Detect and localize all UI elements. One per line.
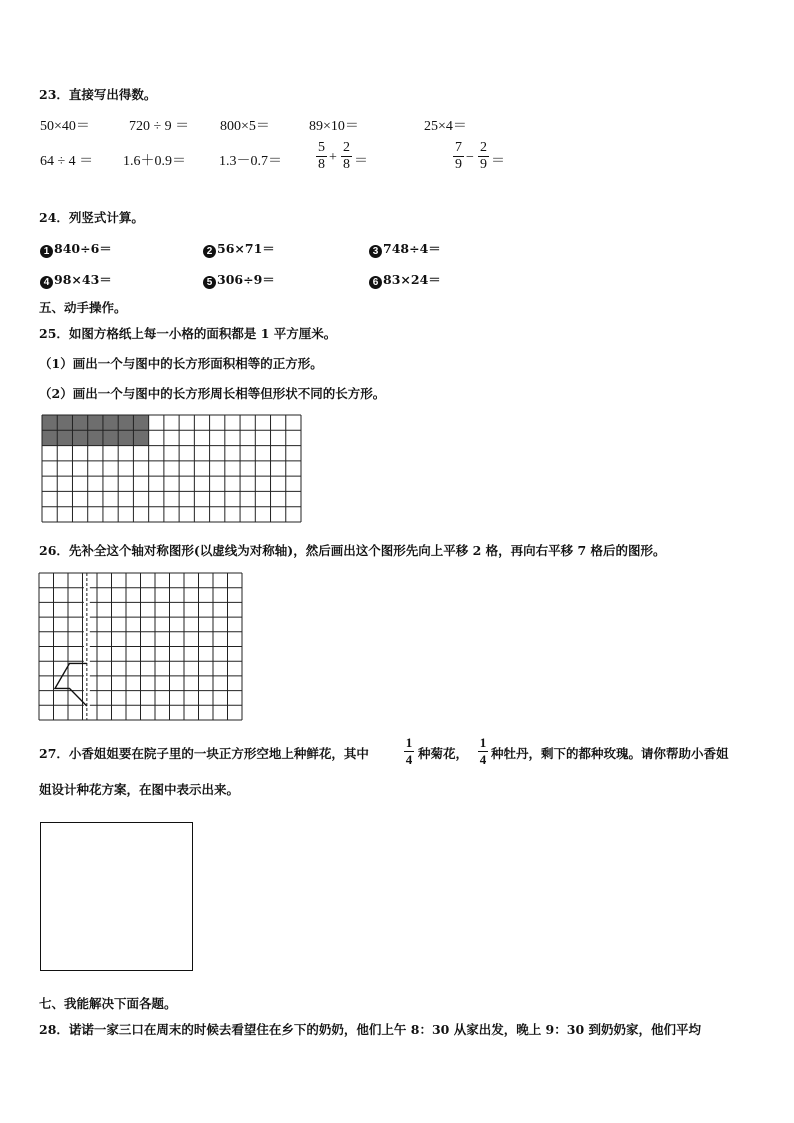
circled-number-icon: 2 [203,245,216,258]
q23-equals-a: ＝ [354,154,368,169]
q27-fraction-one-quarter-b: 1 4 [479,735,487,767]
q24-item-1: 1 840÷6＝ [40,239,112,258]
section-7-heading: 七、我能解决下面各题。 [39,996,177,1011]
q24-item-6: 6 83×24＝ [369,270,441,289]
q26-title: 26．先补全这个轴对称图形(以虚线为对称轴)，然后画出这个图形先向上平移 2 格，再向右平移 7 格后的图形。 [39,543,666,558]
q27-square-plot [40,822,193,971]
q23-item-4: 89×10＝ [309,119,359,134]
q23-fraction-7-9: 7 9 [455,140,462,172]
q25-grid-paper [41,414,302,523]
q23-equals-b: ＝ [491,154,505,169]
section-5-heading: 五、动手操作。 [39,300,127,315]
circled-number-icon: 6 [369,276,382,289]
q23-item-1: 50×40＝ [40,119,90,134]
circled-number-icon: 3 [369,245,382,258]
q23-fraction-2-9: 2 9 [480,140,487,172]
q25-sub-1: （1）画出一个与图中的长方形面积相等的正方形。 [39,356,323,371]
circled-number-icon: 5 [203,276,216,289]
q23-fraction-5-8: 5 8 [318,140,325,172]
circled-number-icon: 1 [40,245,53,258]
q23-item-6: 64 ÷ 4 ＝ [40,154,94,169]
q27-line-1b: 种菊花， [418,746,469,761]
q24-item-3: 3 748÷4＝ [369,239,441,258]
q25-title: 25．如图方格纸上每一小格的面积都是 1 平方厘米。 [39,326,337,341]
q24-title: 24．列竖式计算。 [39,210,144,225]
q27-line-2: 姐设计种花方案，在图中表示出来。 [39,782,240,797]
q27-line-1a: 27．小香姐姐要在院子里的一块正方形空地上种鲜花，其中 [39,746,369,761]
circled-number-icon: 4 [40,276,53,289]
q23-fraction-2-8: 2 8 [343,140,350,172]
q23-item-5: 25×4＝ [424,119,467,134]
q23-item-7: 1.6＋0.9＝ [123,154,186,169]
q23-plus-sign: + [329,150,337,165]
q27-fraction-one-quarter-a: 1 4 [405,735,413,767]
q24-item-2: 2 56×71＝ [203,239,275,258]
q28-text: 28．诺诺一家三口在周末的时候去看望住在乡下的奶奶，他们上午 8：30 从家出发，晚上 9：30 到奶奶家，他们平均 [39,1022,701,1037]
q23-item-8: 1.3－0.7＝ [219,154,282,169]
q24-item-5: 5 306÷9＝ [203,270,275,289]
q26-grid-paper [38,572,243,721]
q27-line-1c: 种牡丹，剩下的都种玫瑰。请你帮助小香姐 [491,746,729,761]
q23-minus-sign: − [466,150,474,165]
q24-item-4: 4 98×43＝ [40,270,112,289]
q25-sub-2: （2）画出一个与图中的长方形周长相等但形状不同的长方形。 [39,386,386,401]
q23-title: 23．直接写出得数。 [39,87,157,102]
q23-item-3: 800×5＝ [220,119,270,134]
q23-item-2: 720 ÷ 9 ＝ [129,119,190,134]
